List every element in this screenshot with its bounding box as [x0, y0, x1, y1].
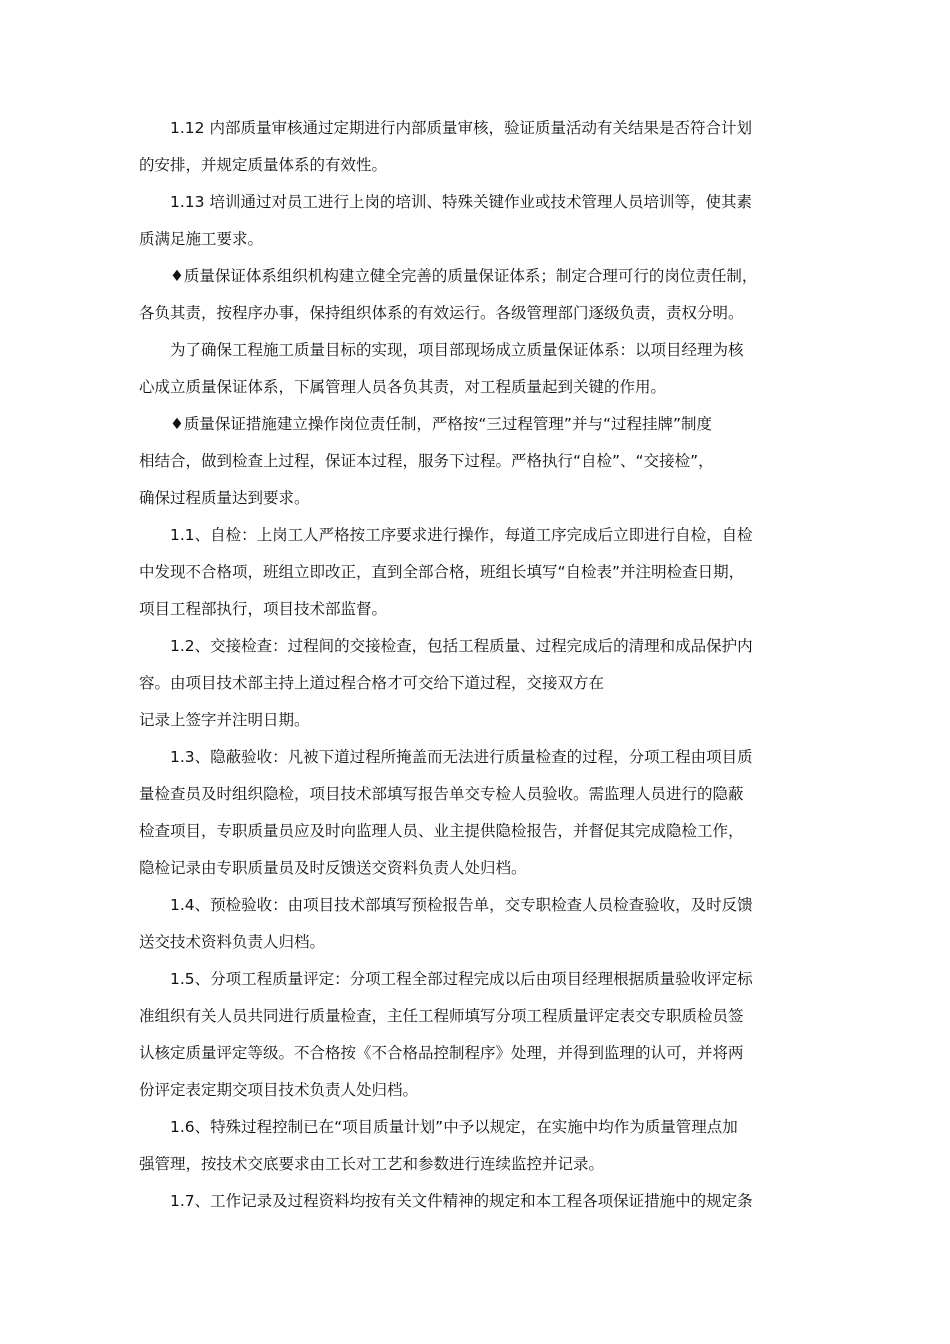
- text-line: 隐检记录由专职质量员及时反馈送交资料负责人处归档。: [139, 859, 527, 877]
- text-line: 送交技术资料负责人归档。: [139, 933, 326, 951]
- text-line: 记录上签字并注明日期。: [139, 711, 310, 729]
- paragraph-1-3-concealed-acceptance: [139, 739, 829, 887]
- text-line: 1.3、隐蔽验收：凡被下道过程所掩盖而无法进行质量检查的过程，分项工程由项目质: [170, 748, 753, 766]
- text-line: 的安排，并规定质量体系的有效性。: [139, 156, 388, 174]
- paragraph-1-4-pre-inspection: [139, 887, 829, 961]
- text-line: 份评定表定期交项目技术负责人处归档。: [139, 1081, 419, 1099]
- text-line: 项目工程部执行，项目技术部监督。: [139, 600, 388, 618]
- text-line: 相结合，做到检查上过程，保证本过程，服务下过程。严格执行“自检”、“交接检”，: [139, 452, 714, 470]
- text-line: 容。由项目技术部主持上道过程合格才可交给下道过程，交接双方在: [139, 674, 605, 692]
- paragraph-1-5-quality-assessment: [139, 961, 829, 1109]
- document-body: [139, 110, 829, 1220]
- text-line: 量检查员及时组织隐检，项目技术部填写报告单交专检人员验收。需监理人员进行的隐蔽: [139, 785, 744, 803]
- text-line: 1.13 培训通过对员工进行上岗的培训、特殊关键作业或技术管理人员培训等，使其素: [170, 193, 752, 211]
- text-line: 1.1、自检：上岗工人严格按工序要求进行操作，每道工序完成后立即进行自检，自检: [170, 526, 753, 544]
- paragraph-1-13-training: [139, 184, 829, 258]
- paragraph-1-7-work-records: [139, 1183, 829, 1220]
- paragraph-quality-organization: [139, 258, 829, 332]
- text-line: 1.4、预检验收：由项目技术部填写预检报告单，交专职检查人员检查验收，及时反馈: [170, 896, 753, 914]
- text-line: ♦质量保证体系组织机构建立健全完善的质量保证体系；制定合理可行的岗位责任制，: [170, 267, 758, 285]
- text-line: 各负其责，按程序办事，保持组织体系的有效运行。各级管理部门逐级负责，责权分明。: [139, 304, 744, 322]
- text-line: 质满足施工要求。: [139, 230, 264, 248]
- text-line: 认核定质量评定等级。不合格按《不合格品控制程序》处理，并得到监理的认可，并将两: [139, 1044, 744, 1062]
- text-line: 1.7、工作记录及过程资料均按有关文件精神的规定和本工程各项保证措施中的规定条: [170, 1192, 753, 1210]
- text-line: 心成立质量保证体系，下属管理人员各负其责，对工程质量起到关键的作用。: [139, 378, 667, 396]
- paragraph-quality-system: [139, 332, 829, 406]
- text-line: 检查项目，专职质量员应及时向监理人员、业主提供隐检报告，并督促其完成隐检工作，: [139, 822, 744, 840]
- text-line: ♦质量保证措施建立操作岗位责任制，严格按“三过程管理”并与“过程挂牌”制度: [170, 415, 713, 433]
- text-line: 1.2、交接检查：过程间的交接检查，包括工程质量、过程完成后的清理和成品保护内: [170, 637, 753, 655]
- paragraph-quality-measures: [139, 406, 829, 517]
- text-line: 1.12 内部质量审核通过定期进行内部质量审核，验证质量活动有关结果是否符合计划: [170, 119, 752, 137]
- text-line: 中发现不合格项，班组立即改正，直到全部合格，班组长填写“自检表”并注明检查日期，: [139, 563, 745, 581]
- text-line: 强管理，按技术交底要求由工长对工艺和参数进行连续监控并记录。: [139, 1155, 605, 1173]
- paragraph-1-2-handover-inspection: [139, 628, 829, 739]
- paragraph-1-6-special-process-control: [139, 1109, 829, 1183]
- paragraph-1-12-internal-audit: [139, 110, 829, 184]
- text-line: 1.5、分项工程质量评定：分项工程全部过程完成以后由项目经理根据质量验收评定标: [170, 970, 753, 988]
- text-line: 为了确保工程施工质量目标的实现，项目部现场成立质量保证体系：以项目经理为核: [170, 341, 744, 359]
- text-line: 确保过程质量达到要求。: [139, 489, 310, 507]
- text-line: 准组织有关人员共同进行质量检查，主任工程师填写分项工程质量评定表交专职质检员签: [139, 1007, 744, 1025]
- text-line: 1.6、特殊过程控制已在“项目质量计划”中予以规定，在实施中均作为质量管理点加: [170, 1118, 738, 1136]
- paragraph-1-1-self-inspection: [139, 517, 829, 628]
